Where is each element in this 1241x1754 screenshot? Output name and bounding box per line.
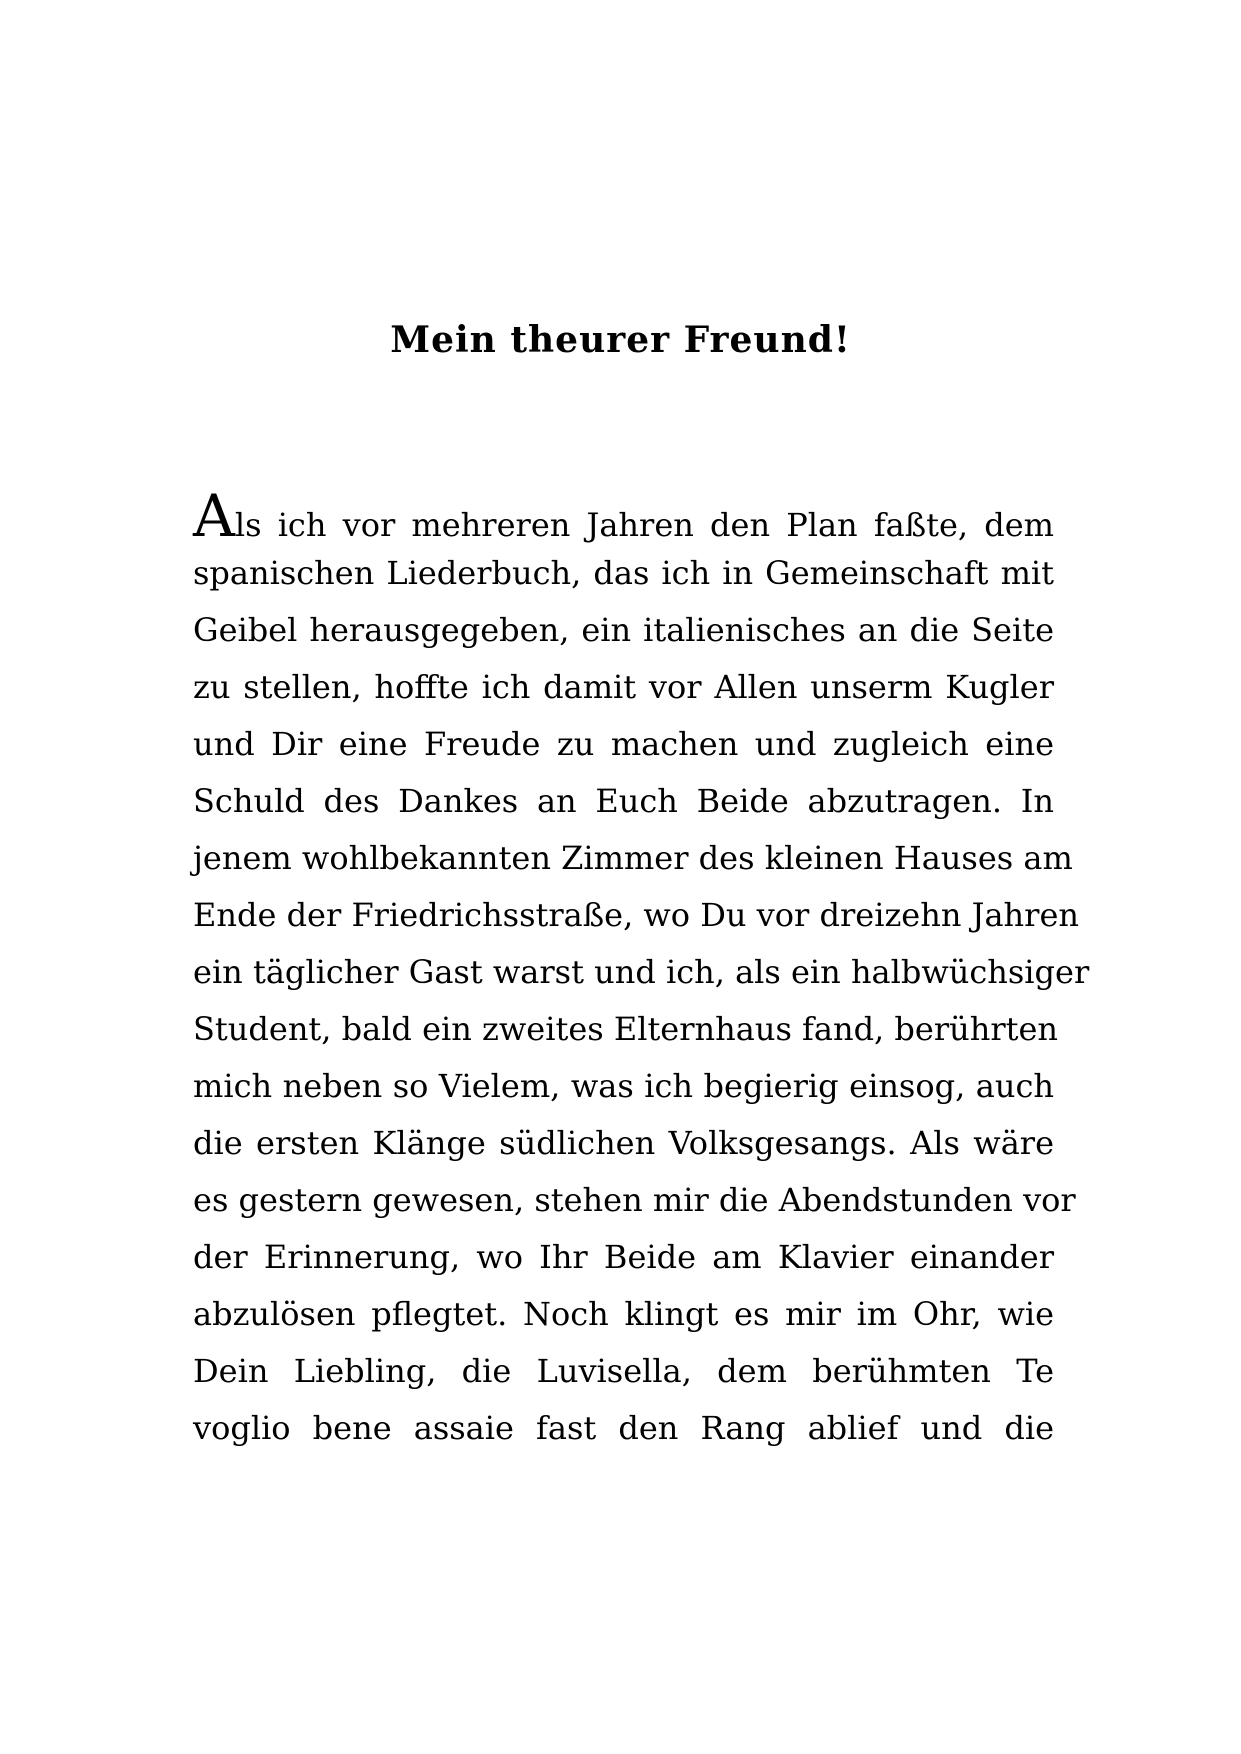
text-line-15: abzulösen pflegtet. Noch klingt es mir im Ohr, wie	[193, 1295, 1054, 1333]
letter-salutation: Mein theurer Freund!	[390, 319, 851, 361]
text-line-9: ein täglicher Gast warst und ich, als ein halbwüchsiger	[193, 953, 1090, 991]
text-line-3: Geibel herausgegeben, ein italienisches an die Seite	[193, 611, 1054, 649]
text-line-4: zu stellen, hoffte ich damit vor Allen unserm Kugler	[193, 668, 1054, 706]
text-line-1-rest: ls ich vor mehreren Jahren den Plan faßte, dem	[234, 506, 1054, 544]
initial-letter: A	[193, 482, 235, 550]
text-line-1	[193, 482, 1054, 550]
text-line-7: jenem wohlbekannten Zimmer des kleinen Hauses am	[193, 839, 1073, 877]
text-line-6: Schuld des Dankes an Euch Beide abzutragen. In	[193, 782, 1054, 820]
text-line-10: Student, bald ein zweites Elternhaus fand, berührten	[193, 1010, 1059, 1048]
text-line-2: spanischen Liederbuch, das ich in Gemeinschaft mit	[193, 554, 1054, 592]
text-line-16: Dein Liebling, die Luvisella, dem berühmten Te	[193, 1352, 1054, 1390]
text-line-11: mich neben so Vielem, was ich begierig einsog, auch	[193, 1067, 1054, 1105]
body-text	[193, 482, 1090, 1457]
text-line-8: Ende der Friedrichsstraße, wo Du vor dreizehn Jahren	[193, 896, 1079, 934]
text-line-13: es gestern gewesen, stehen mir die Abendstunden vor	[193, 1181, 1076, 1219]
text-line-12: die ersten Klänge südlichen Volksgesangs. Als wäre	[193, 1124, 1054, 1162]
text-line-14: der Erinnerung, wo Ihr Beide am Klavier einander	[193, 1238, 1054, 1276]
text-line-17: voglio bene assaie fast den Rang ablief und die	[193, 1409, 1054, 1447]
text-line-5: und Dir eine Freude zu machen und zugleich eine	[193, 725, 1054, 763]
